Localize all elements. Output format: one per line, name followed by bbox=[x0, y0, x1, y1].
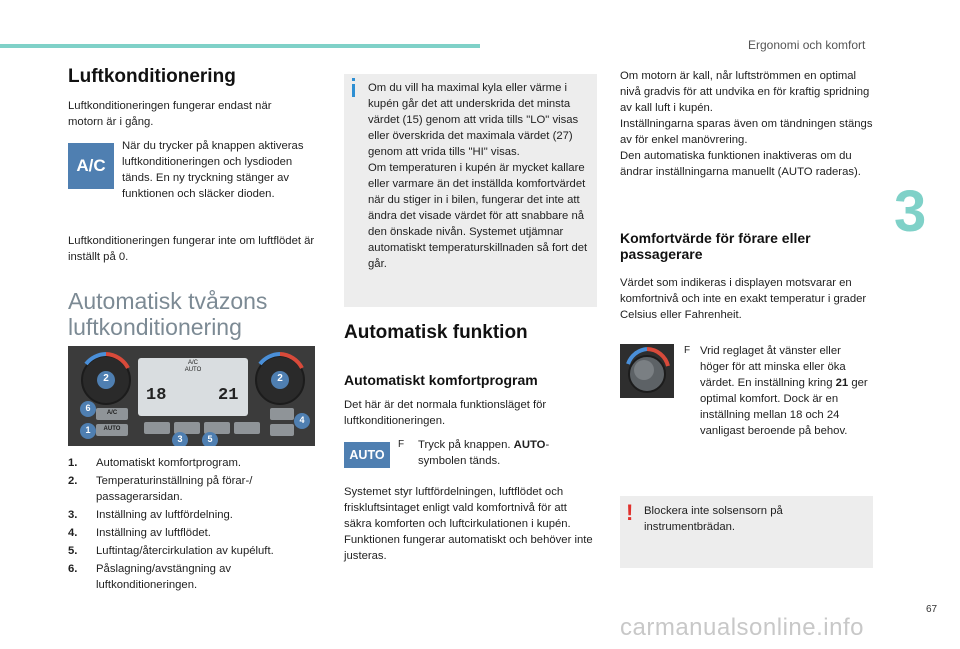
dual-zone-title-line1: Automatisk tvåzons bbox=[68, 288, 268, 314]
callout-4: 4 bbox=[299, 415, 305, 425]
comfort-title-line2: passagerare bbox=[620, 246, 703, 262]
section-title: Ergonomi och komfort bbox=[748, 38, 866, 52]
callout-5: 5 bbox=[207, 434, 213, 444]
auto-step-text: Tryck på knappen. AUTO-symbolen tänds. bbox=[418, 439, 550, 467]
climate-control-panel-photo bbox=[68, 346, 315, 446]
header-accent-bar bbox=[0, 44, 480, 48]
panel-legend-list bbox=[68, 455, 318, 595]
knob-instruction: Vrid reglaget åt vänster eller höger för att minska eller öka värdet. En inställning kring 21 ger optimal komfort. Dock är en inställning mellan 18 och 24 vanligast beroende på behov. bbox=[700, 345, 868, 437]
info-text: Om du vill ha maximal kyla eller värme i kupén går det att underskrida det minsta värdet (15) genom att vrida tills "LO" visas eller överskrida det maximala värdet (27) genom att vrida tills "HI" visas. Om temperaturen i kupén är mycket kallare eller varmare än det inställda komfortvärdet när du stiger in i bilen, fungerar det inte att ändra det visade värdet för att snabbare nå den önskade nivån. Systemet utjämnar automatiskt temperaturskillnaden så fort det går. bbox=[368, 82, 588, 270]
knob-illustration bbox=[620, 344, 674, 398]
warning-icon: ! bbox=[626, 500, 634, 525]
cold-engine-text: Om motorn är kall, når luftströmmen en optimal nivå gradvis för att undvika en för kraftig spridning av kall luft i kupén. Inställningarna sparas även om tändningen stängs av för enkel manövrering. Den automatiska funktionen inaktiveras om du ändrar inställningarna manuellt (AUTO raderas). bbox=[620, 70, 873, 178]
ac-description: När du trycker på knappen aktiveras luftkonditioneringen och lysdioden tänds. En ny tryckning stänger av funktionen och släcker dioden. bbox=[122, 140, 304, 200]
panel-ac-label: A/C bbox=[106, 410, 118, 416]
display-temp-left: 18 bbox=[146, 386, 167, 405]
list-item: 3. Inställning av luftfördelning. bbox=[68, 509, 233, 521]
watermark: carmanualsonline.info bbox=[620, 614, 864, 641]
display-auto: AUTO bbox=[184, 367, 202, 373]
temperature-knob-photo bbox=[620, 344, 674, 398]
comfort-value-heading bbox=[620, 230, 876, 262]
dual-zone-title-line2: luftkonditionering bbox=[68, 314, 242, 340]
comfort-program-title: Automatiskt komfortprogram bbox=[344, 372, 538, 388]
panel-auto-label: AUTO bbox=[103, 426, 121, 432]
callout-2-right: 2 bbox=[277, 373, 283, 384]
auto-button-icon: AUTO bbox=[344, 442, 390, 468]
callout-2-left: 2 bbox=[103, 373, 109, 384]
display-temp-right: 21 bbox=[218, 386, 239, 405]
warning-text: Blockera inte solsensorn på instrumentbrädan. bbox=[644, 505, 783, 533]
comfort-text: Värdet som indikeras i displayen motsvarar en komfortnivå och inte en exakt temperatur i grader Celsius eller Fahrenheit. bbox=[620, 277, 867, 321]
bullet-marker: F bbox=[398, 439, 405, 450]
info-icon bbox=[352, 84, 355, 97]
auto-function-title: Automatisk funktion bbox=[344, 322, 528, 343]
callout-6: 6 bbox=[85, 403, 91, 413]
bullet-marker: F bbox=[684, 345, 691, 356]
ac-button-icon: A/C bbox=[68, 143, 114, 189]
page-title: Luftkonditionering bbox=[68, 66, 236, 87]
system-description: Systemet styr luftfördelningen, luftflödet och friskluftsintaget enligt vald komfortnivå för att säkra komforten och luftcirkulationen i kupén. Funktionen fungerar automatiskt och behöver inte justeras. bbox=[344, 486, 593, 562]
comfort-title-line1: Komfortvärde för förare eller bbox=[620, 230, 811, 246]
callout-1: 1 bbox=[85, 425, 91, 435]
program-intro: Det här är det normala funktionsläget för luftkonditioneringen. bbox=[344, 399, 547, 427]
list-item: 5. Luftintag/återcirkulation av kupéluft. bbox=[68, 545, 274, 557]
page-number: 67 bbox=[926, 604, 938, 615]
callout-3: 3 bbox=[177, 434, 183, 444]
list-item: 4. Inställning av luftflödet. bbox=[68, 527, 211, 539]
off-note: Luftkonditioneringen fungerar inte om luftflödet är inställt på 0. bbox=[68, 235, 315, 263]
chapter-number: 3 bbox=[894, 179, 927, 244]
list-item: 2. Temperaturinställning på förar-/ passagerarsidan. bbox=[68, 475, 253, 503]
dual-zone-heading bbox=[68, 288, 320, 340]
display-ac: A/C bbox=[187, 360, 198, 366]
list-item: 6. Påslagning/avstängning av luftkonditioneringen. bbox=[68, 563, 232, 591]
intro-text: Luftkonditioneringen fungerar endast när motorn är i gång. bbox=[68, 100, 272, 128]
list-item: 1. Automatiskt komfortprogram. bbox=[68, 457, 242, 469]
